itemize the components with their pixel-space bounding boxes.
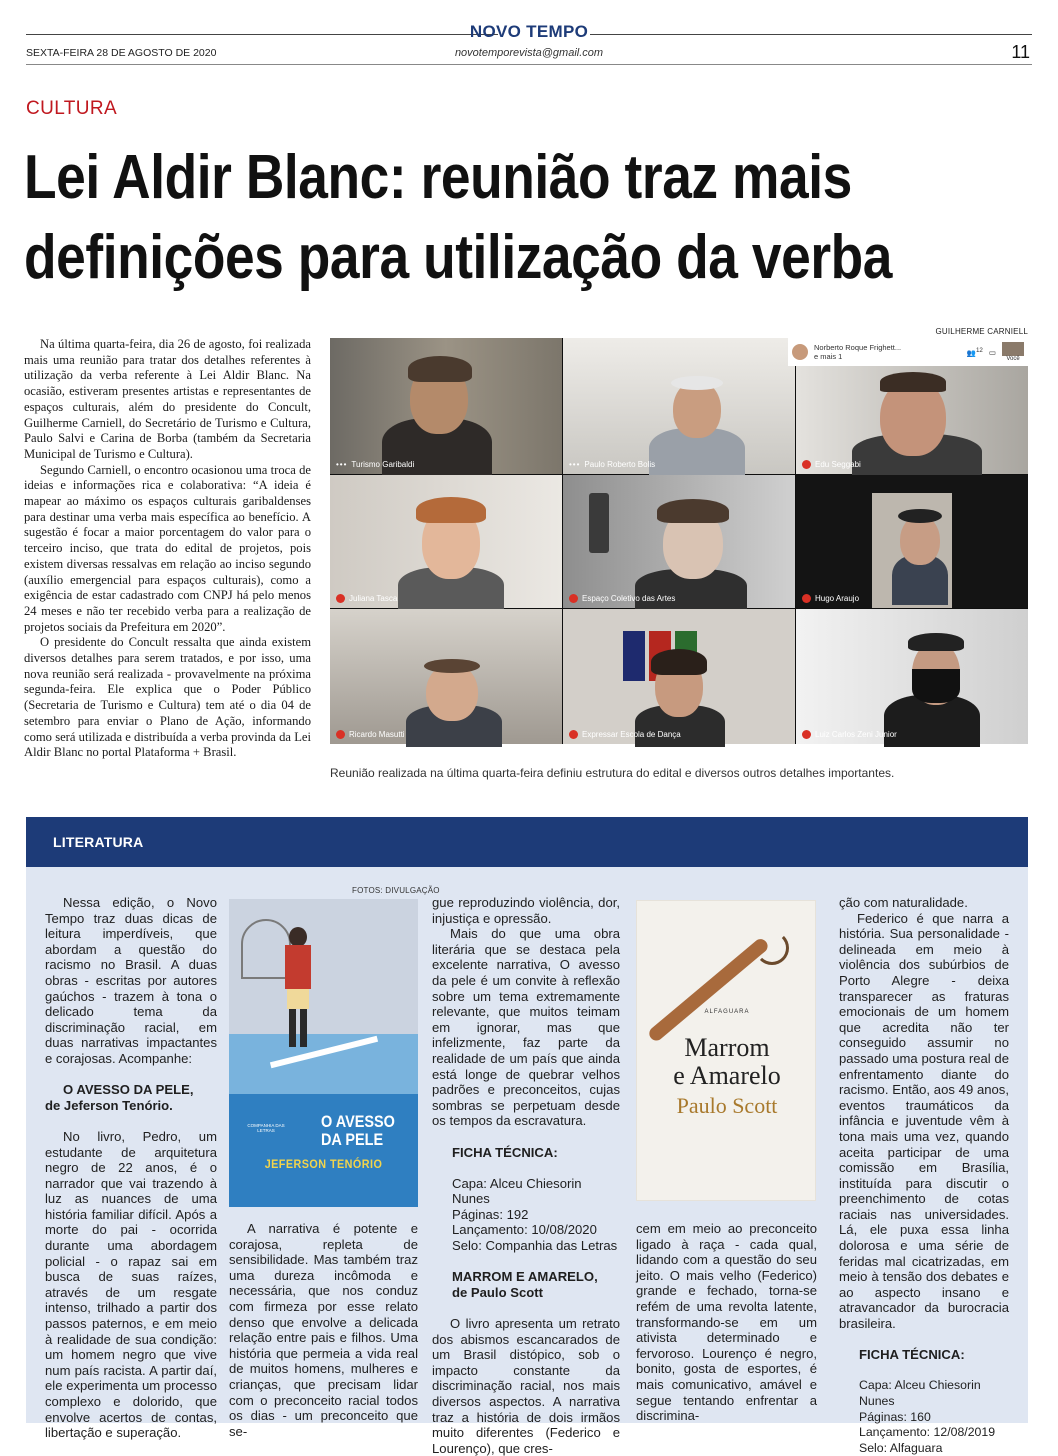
- literatura-paragraph: ção com naturalidade.: [839, 895, 968, 910]
- topbar-more: e mais 1: [814, 352, 843, 361]
- literatura-intro: Nessa edição, o Novo Tempo traz duas dicas de leitura imperdíveis, que abordam a questão do racismo no Brasil. A duas obras - escritas por autores gaúchos - trazem à tona o delicado tema da discriminação racial, em duas narrativas impactantes e corajosas. Acompanhe:: [45, 895, 217, 1066]
- book1-author: de Jeferson Tenório.: [45, 1097, 173, 1113]
- video-call-topbar: [788, 338, 1028, 366]
- cover-figure-shorts: [287, 989, 309, 1009]
- literatura-paragraph: A narrativa é potente e corajosa, repleta de sensibilidade. Mas também traz uma dureza incômoda e necessária, que nos conduz com firmeza por esse relato denso que envolve a delicada relação entre pais e filhos. Uma história que permeia a vida real de muitos homens, mulheres e crianças, que precisam lidar com o preconceito racial todos os dias - um preconceito que se-: [229, 1221, 418, 1439]
- ficha2-paginas: Páginas: 160: [859, 1409, 931, 1424]
- cover1-title-line1: O AVESSO: [321, 1112, 395, 1131]
- cover2-slingshot: [755, 931, 789, 965]
- participant-tile: Luiz Carlos Zeni Junior: [796, 609, 1028, 744]
- cover-window: [241, 919, 291, 979]
- self-view: [1002, 342, 1024, 362]
- literatura-paragraph: gue reproduzindo violência, dor, injustiça e opressão.: [432, 895, 620, 926]
- participant-tile: Espaço Coletivo das Artes: [563, 475, 795, 608]
- headline: [24, 138, 1039, 298]
- spacer: [45, 1067, 217, 1083]
- video-call-photo: [330, 338, 1028, 744]
- literatura-header-bar: [26, 817, 1028, 867]
- photo-caption: Reunião realizada na última quarta-feira definiu estrutura do edital e diversos outros detalhes importantes.: [330, 766, 895, 780]
- chat-icon[interactable]: ▭: [988, 347, 996, 357]
- spacer: [432, 1160, 620, 1176]
- ficha2-lancamento: Lançamento: 12/08/2019: [859, 1425, 996, 1440]
- ficha1-paginas: Páginas: 192: [452, 1206, 529, 1222]
- cover2-title-line2: e Amarelo: [673, 1061, 781, 1090]
- cover1-author: JEFERSON TENÓRIO: [264, 1157, 383, 1171]
- cover1-publisher: COMPANHIA DAS LETRAS: [247, 1123, 285, 1133]
- ficha1-lancamento: Lançamento: 10/08/2020: [452, 1222, 597, 1238]
- article-paragraph: Segundo Carniell, o encontro ocasionou uma troca de ideias e informações rica e colaborativa: “A ideia é mapear ao máximo os espaços culturais garibaldenses para destinar uma verba mais específica ao benefício. A sugestão é focar a maior porcentagem do valor para o terceiro inciso, que trata do edital de projetos, pois existem diversas ressalvas em relação ao inciso segundo (auxílio emergencial para espaços culturais), como a exigência de estar cadastrado com CNPJ há pelo menos 24 meses e não ter recebido verba para a realização de projetos sociais da Prefeitura em 2020”.: [24, 462, 311, 634]
- issue-date: SEXTA-FEIRA 28 DE AGOSTO DE 2020: [26, 47, 217, 59]
- literatura-paragraph: No livro, Pedro, um estudante de arquitetura negro de 22 anos, é o narrador que vai trazendo à luz as nuances de uma história familiar difícil. Após a morte do pai - ocorrida durante uma abordagem policial - o rapaz sai em busca de suas raízes, através de um resgate intenso, trilhado a partir dos passos paternos, e em meio à realidade de sua condição: um homem negro que vive num país racista. A partir daí, ele experimenta um processo complexo e dolorido, que envolve acertos de contas, libertação e superação.: [45, 1128, 217, 1441]
- ficha1-capa: Capa: Alceu Chiesorin Nunes: [452, 1175, 582, 1207]
- topbar-speaker-name: Norberto Roque Frighett...: [814, 343, 902, 352]
- cover2-author: Paulo Scott: [676, 1093, 778, 1118]
- ficha2-title: FICHA TÉCNICA:: [859, 1347, 965, 1363]
- spacer: [45, 1113, 217, 1129]
- newspaper-name: NOVO TEMPO: [469, 22, 589, 41]
- contact-email: novotemporevista@gmail.com: [454, 47, 604, 59]
- literatura-paragraph: Federico é que narra a história. Sua personalidade - delineada em meio à violência dos subúrbios de Porto Alegre - deixa transparecer as fraturas emocionais de um homem que acredita não ter conseguido assumir no passado uma postura real de enfrentamento diante do racismo. Então, aos 49 anos, eventos traumáticos da infância e juventude vêm à tona mais uma vez, quando aceita participar de uma comissão em Brasília, instituída para discutir o preenchimento de cotas raciais nas universidades. Lá, ele puxa essa linha dolorosa e uma série de feridas mal cicatrizadas, em meio à tensão dos debates e ao aspecto insano e atravancador da burocracia brasileira.: [839, 910, 1009, 1332]
- literatura-column-2: [229, 1221, 418, 1439]
- section-label: CULTURA: [26, 98, 118, 119]
- participant-avatar: [792, 344, 808, 360]
- article-paragraph: Na última quarta-feira, dia 26 de agosto, foi realizada mais uma reunião para tratar dos detalhes referentes à utilização da verba referente à Lei Aldir Blanc. Na ocasião, estiveram presentes artistas e representantes de espaços culturais, além do presidente do Concult, Guilherme Carniell, do Secretário de Turismo e Cultura, Paulo Salvi e Carina de Borba (também da Secretaria Municipal de Turismo e Cultura).: [24, 337, 311, 461]
- book2-title: MARROM E AMARELO,: [452, 1269, 598, 1285]
- participant-tile: ••• Turismo Garibaldi: [330, 338, 562, 474]
- cover1-title-line2: DA PELE: [321, 1130, 384, 1149]
- ficha2-selo: Selo: Alfaguara: [859, 1440, 943, 1455]
- literatura-paragraph: Mais do que uma obra literária que se destaca pela excelente narrativa, O avesso da pele é um convite à reflexão sobre um tema extremamente relevante, que muitos teimam em ignorar, mas que infelizmente, faz parte da realidade de um país que ainda está longe de quebrar velhos padrões e preconceitos, cujas sombras se perpetuam desde os tempos da escravatura.: [432, 926, 620, 1129]
- cover2-title: [637, 1034, 817, 1090]
- participant-tile: Edu Seggabi: [796, 338, 1028, 474]
- cover1-title: [321, 1113, 399, 1149]
- cover-figure-body: [285, 945, 311, 989]
- participant-tile: Juliana Tasca: [330, 475, 562, 608]
- cover2-publisher: ALFAGUARA: [704, 1009, 750, 1015]
- literatura-section-label: LITERATURA: [53, 834, 144, 850]
- headline-line-1: Lei Aldir Blanc: reunião traz mais: [24, 143, 852, 212]
- book-cover-o-avesso-da-pele: [229, 899, 418, 1207]
- cover-figure-leg: [289, 1009, 296, 1047]
- participant-tile: Expressar Escola de Dança: [563, 609, 795, 744]
- ficha1-title: FICHA TÉCNICA:: [452, 1144, 558, 1160]
- ficha2-capa: Capa: Alceu Chiesorin Nunes: [859, 1378, 981, 1408]
- spacer: [432, 1300, 620, 1316]
- ficha1-details: [432, 1176, 620, 1254]
- people-icon[interactable]: 👥$^{12}$: [966, 346, 983, 358]
- participant-tile: Hugo Araujo: [796, 475, 1028, 608]
- headline-line-2: definições para utilização da verba: [24, 223, 893, 292]
- literatura-column-1: [45, 895, 217, 1441]
- literatura-column-5: [839, 895, 1009, 1456]
- book2-author: de Paulo Scott: [452, 1284, 543, 1300]
- cover-figure-head: [289, 927, 307, 947]
- participant-tile: Ricardo Masutti: [330, 609, 562, 744]
- literatura-paragraph: O livro apresenta um retrato dos abismos escancarados de um Brasil distópico, sob o impacto constante da discriminação racial, nos mais diversos aspectos. A narrativa traz a história de dois irmãos muito diferentes (Federico e Lourenço), que cres-: [432, 1316, 620, 1456]
- self-view-thumb: [1002, 342, 1024, 356]
- spacer: [432, 1129, 620, 1145]
- participant-tile: ••• Paulo Roberto Bolis: [563, 338, 795, 474]
- article-body: [24, 337, 311, 761]
- book-cover-marrom-e-amarelo: [636, 900, 816, 1201]
- ficha1-selo: Selo: Companhia das Letras: [452, 1238, 618, 1254]
- book1-title: O AVESSO DA PELE,: [63, 1082, 194, 1098]
- spacer: [839, 1332, 1009, 1348]
- header-divider: [26, 64, 1032, 65]
- cover2-title-line1: Marrom: [684, 1033, 770, 1062]
- cover2-arm: [647, 936, 771, 1043]
- spacer: [432, 1254, 620, 1270]
- photos-credit: FOTOS: DIVULGAÇÃO: [352, 886, 440, 895]
- cover-water-light: [229, 1034, 418, 1094]
- literatura-column-3: [432, 895, 620, 1456]
- literatura-paragraph: cem em meio ao preconceito ligado à raça - cada qual, lidando com a questão do seu jeito. O mais velho (Federico) grande e fechado, torna-se refém de uma revolta latente, transformando-se em um ativista determinado e fervoroso. Lourenço é negro, bonito, gosta de esportes, é mais comunicativo, amável e segue tentando enfrentar a discrimina-: [636, 1221, 817, 1424]
- cover-figure-leg: [300, 1009, 307, 1047]
- ficha2-details: [839, 1378, 1009, 1456]
- article-paragraph: O presidente do Concult ressalta que ainda existem diversos detalhes para serem tratados, e por isso, uma nova reunião será realizada - provavelmente na próxima segunda-feira. Ele explica que o Poder Público (Secretaria de Turismo e Cultura) tem até o dia 04 de setembro para enviar o Plano de Ação, informando como será utilizada e distribuída a verba provinda da Lei Aldir Blanc no portal Plataforma + Brasil.: [24, 635, 311, 760]
- literatura-column-4: [636, 1221, 817, 1424]
- self-label: Você: [1006, 356, 1020, 362]
- participant-count: 12: [975, 346, 983, 354]
- photo-credit: GUILHERME CARNIELL: [935, 327, 1028, 336]
- page-number: 11: [1011, 42, 1030, 62]
- spacer: [839, 1363, 1009, 1379]
